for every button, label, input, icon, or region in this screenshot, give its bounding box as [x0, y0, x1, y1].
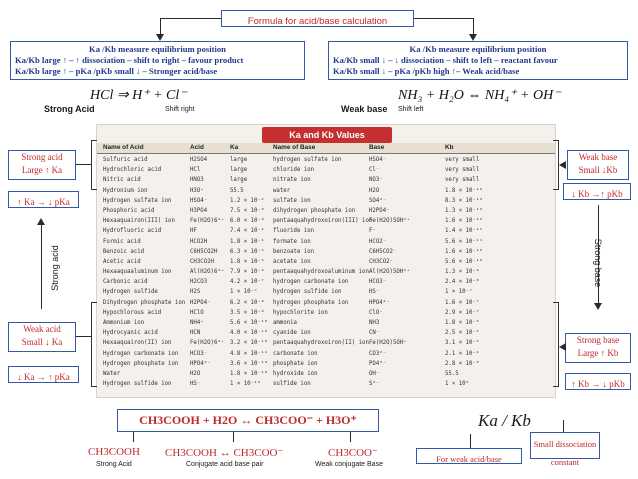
- table-cell: 1.8 × 10⁻⁵: [230, 258, 265, 265]
- table-cell: 8.3 × 10⁻¹³: [445, 197, 483, 204]
- table-cell: 1.2 × 10⁻²: [230, 197, 265, 204]
- base-eq-shift: Shift left: [398, 106, 424, 113]
- table-cell: H3O⁺: [190, 187, 204, 194]
- table-cell: 7.5 × 10⁻³: [230, 207, 265, 214]
- table-cell: fluoride ion: [273, 228, 315, 235]
- table-cell: 3.2 × 10⁻¹⁰: [230, 340, 268, 347]
- table-cell: Ammonium ion: [103, 320, 145, 326]
- table-cell: hydrogen carbonate ion: [273, 279, 349, 286]
- table-cell: Fe(H2O)6²⁺: [190, 340, 225, 347]
- table-row: [97, 175, 556, 185]
- weak-acid-box: [8, 322, 76, 352]
- table-cell: OH⁻: [369, 370, 380, 377]
- strong-acid-title: Strong acid: [21, 152, 63, 162]
- table-cell: carbonate ion: [273, 350, 318, 357]
- table-cell: PO4³⁻: [369, 360, 387, 367]
- table-cell: HCO3⁻: [190, 350, 208, 357]
- table-cell: hydrogen phosphate ion: [273, 299, 349, 306]
- table-cell: 6.2 × 10⁻⁸: [230, 299, 265, 306]
- table-cell: H2PO4⁻: [190, 299, 211, 306]
- table-cell: benzoate ion: [273, 248, 315, 255]
- table-cell: Hydrofluoric acid: [103, 228, 162, 235]
- acid-desc-line3: Ka/Kb large ↑ – pKa /pKb small ↓ – Stronger acid/base: [15, 66, 218, 76]
- table-cell: NH4⁺: [190, 320, 204, 326]
- table-cell: Hydrogen phosphate ion: [103, 360, 179, 367]
- table-cell: HPO4²⁻: [369, 299, 390, 306]
- table-row: [97, 257, 556, 267]
- eq-link-left: [133, 432, 134, 442]
- weak-base-title: Weak base: [578, 152, 618, 162]
- table-cell: Al(H2O)6³⁺: [190, 269, 225, 276]
- th-base: Name of Base: [273, 144, 316, 151]
- table-cell: C6H5CO2⁻: [369, 248, 397, 255]
- left-vertical-line: [41, 224, 42, 309]
- table-cell: sulfide ion: [273, 381, 311, 388]
- table-cell: 1 × 10⁻¹⁹: [230, 381, 261, 388]
- strong-acid-relation: ↑ Ka → ↓ pKa: [17, 197, 70, 207]
- strong-base-box: [565, 333, 631, 363]
- base-description-box: [328, 41, 628, 80]
- table-cell: Hydrocyanic acid: [103, 330, 158, 337]
- table-cell: HPO4²⁻: [190, 360, 211, 367]
- weak-acid-relation-box: [8, 366, 79, 383]
- table-row: [97, 287, 556, 297]
- th-kb: Kb: [445, 144, 454, 151]
- pair-label: Conjugate acid base pair: [186, 461, 264, 468]
- table-cell: 3.6 × 10⁻¹³: [230, 360, 268, 367]
- right-down-arrow: [594, 303, 602, 310]
- table-cell: ClO⁻: [369, 309, 383, 316]
- table-cell: 55.5: [230, 187, 244, 194]
- acid-eq-label: Strong Acid: [44, 104, 95, 114]
- table-cell: 2.4 × 10⁻⁸: [445, 279, 480, 286]
- for-weak-label: For weak acid/base: [436, 454, 502, 464]
- right-vertical-label: Strong base: [593, 238, 603, 288]
- left-bracket-top-link: [76, 164, 91, 165]
- table-cell: HCO2⁻: [369, 238, 387, 245]
- table-cell: pentaaquahydroxoaluminum ion: [273, 269, 369, 276]
- pair-formula: CH3COOH ↔ CH3COO⁻: [165, 447, 284, 459]
- table-cell: Hydrogen sulfide ion: [103, 381, 172, 388]
- weak-base-sub: Small ↓Kb: [578, 165, 618, 175]
- table-row: [97, 216, 556, 226]
- table-cell: 1.8 × 10⁻¹⁶: [445, 187, 483, 194]
- table-cell: H2SO4: [190, 157, 208, 163]
- table-cell: Hydrogen sulfate ion: [103, 197, 172, 204]
- table-cell: S²⁻: [369, 381, 380, 388]
- table-cell: hydroxide ion: [273, 370, 318, 377]
- table-row: [97, 359, 556, 369]
- base-eq-label: Weak base: [341, 104, 388, 114]
- table-cell: hydrogen sulfate ion: [273, 157, 342, 163]
- table-cell: 1.3 × 10⁻¹²: [445, 207, 483, 214]
- table-cell: Dihydrogen phosphate ion: [103, 299, 186, 306]
- base-equation: NH₃ + H₂O ⇔ NH₄⁺ + OH⁻: [398, 88, 561, 103]
- right-bracket-top-arrow: [559, 161, 566, 169]
- table-cell: very small: [445, 177, 480, 184]
- table-cell: 5.6 × 10⁻¹⁰: [445, 258, 483, 265]
- table-cell: 1.8 × 10⁻⁵: [445, 320, 480, 326]
- table-row: [97, 267, 556, 277]
- table-row: [97, 298, 556, 308]
- table-cell: water: [273, 187, 291, 194]
- table-cell: Hydrogen sulfide: [103, 289, 158, 296]
- table-cell: 1 × 10⁻⁷: [230, 289, 258, 296]
- table-cell: 1.6 × 10⁻¹²: [445, 218, 483, 225]
- table-cell: 2.5 × 10⁻⁵: [445, 330, 480, 337]
- table-cell: HSO4⁻: [369, 157, 387, 163]
- table-cell: HCO3⁻: [369, 279, 387, 286]
- arrow-down-left: [156, 34, 164, 41]
- table-row: [97, 226, 556, 236]
- main-equation: CH3COOH + H2O ↔ CH3COO⁻ + H3O⁺: [139, 413, 357, 427]
- table-cell: 1.6 × 10⁻¹⁰: [445, 248, 483, 255]
- arrow-down-right: [469, 34, 477, 41]
- table-row: [97, 277, 556, 287]
- table-cell: large: [230, 157, 248, 163]
- th-acid-formula: Acid: [190, 144, 204, 151]
- table-cell: hypochlorite ion: [273, 309, 328, 316]
- weak-acid-sub: Small ↓ Ka: [21, 337, 63, 347]
- left-bracket-bottom-link: [76, 336, 91, 337]
- strong-acid-sub: Large ↑ Ka: [21, 165, 63, 175]
- table-cell: hydrogen sulfide ion: [273, 289, 342, 296]
- table-cell: HF: [190, 228, 197, 235]
- base-desc-line3: Ka/Kb small ↓ – pKa /pKb high ↑– Weak acid/base: [333, 66, 520, 76]
- table-cell: H2CO3: [190, 279, 208, 286]
- table-row: [97, 349, 556, 359]
- table-cell: H2O: [190, 370, 201, 377]
- weak-base-relation: ↓ Kb →↑ pKb: [571, 189, 623, 199]
- weak-base-relation-box: [563, 183, 631, 200]
- table-cell: 1.8 × 10⁻⁴: [230, 238, 265, 245]
- table-cell: H2O: [369, 187, 380, 194]
- table-cell: HS⁻: [369, 289, 380, 296]
- strong-base-title: Strong base: [576, 335, 620, 345]
- weak-base-formula: CH3COO⁻: [328, 447, 378, 459]
- table-cell: 7.9 × 10⁻⁶: [230, 269, 265, 276]
- table-cell: 3.5 × 10⁻⁸: [230, 309, 265, 316]
- acid-description-box: [10, 41, 305, 80]
- th-base-formula: Base: [369, 144, 385, 151]
- table-cell: Hydronium ion: [103, 187, 148, 194]
- table-cell: Fe(H2O)5OH²⁺: [369, 218, 411, 225]
- left-up-arrow: [37, 218, 45, 225]
- table-cell: CO3²⁻: [369, 350, 387, 357]
- strong-acid-formula: CH3COOH: [88, 446, 140, 458]
- table-cell: chloride ion: [273, 167, 315, 174]
- table-cell: 2.1 × 10⁻⁴: [445, 350, 480, 357]
- table-cell: Hydrochloric acid: [103, 167, 162, 174]
- table-cell: pentaaquahydroxoiron(III) ion: [273, 218, 373, 225]
- weak-base-box: [567, 150, 629, 180]
- table-cell: 6.3 × 10⁻⁵: [230, 248, 265, 255]
- for-weak-box: [416, 448, 522, 464]
- table-row: [97, 165, 556, 175]
- th-ka: Ka: [230, 144, 239, 151]
- table-cell: very small: [445, 157, 480, 163]
- table-cell: Nitric acid: [103, 177, 141, 184]
- table-cell: CN⁻: [369, 330, 380, 337]
- table-cell: H3PO4: [190, 207, 208, 214]
- table-row: [97, 369, 556, 379]
- ratio-link-right: [563, 420, 564, 432]
- right-bracket-bottom-arrow: [559, 343, 566, 351]
- strong-base-relation: ↑ Kb → ↓ pKb: [571, 379, 625, 389]
- table-cell: 7.4 × 10⁻⁴: [230, 228, 265, 235]
- left-bracket-bottom: [91, 302, 97, 387]
- weak-acid-relation: ↓ Ka → ↑ pKa: [17, 372, 70, 382]
- table-cell: 2.8 × 10⁻²: [445, 360, 480, 367]
- eq-link-mid: [233, 432, 234, 442]
- table-cell: Hexaaquaaluminum ion: [103, 269, 172, 276]
- formula-header: [221, 10, 414, 27]
- header-connector-h: [160, 18, 221, 19]
- table-cell: Benzoic acid: [103, 248, 145, 255]
- small-dissociation-box: [530, 432, 600, 467]
- table-title: Ka and Kb Values: [262, 127, 392, 143]
- left-vertical-label: Strong acid: [50, 245, 60, 291]
- strong-acid-label: Strong Acid: [96, 461, 132, 468]
- table-body: [97, 155, 556, 389]
- table-cell: 1.6 × 10⁻⁷: [445, 299, 480, 306]
- table-cell: 1.3 × 10⁻⁹: [445, 269, 480, 276]
- table-row: [97, 338, 556, 348]
- table-cell: ammonia: [273, 320, 297, 326]
- table-cell: HClO: [190, 309, 204, 316]
- base-desc-line2: Ka/Kb small ↓ – ↓ dissociation – shift to left – reactant favour: [333, 55, 558, 65]
- table-cell: Hexaaquairon(II) ion: [103, 340, 172, 347]
- table-cell: cyanide ion: [273, 330, 311, 337]
- table-cell: 4.2 × 10⁻⁷: [230, 279, 265, 286]
- table-cell: large: [230, 167, 248, 174]
- table-cell: SO4²⁻: [369, 197, 387, 204]
- table-cell: 4.0 × 10⁻¹⁰: [230, 330, 268, 337]
- table-cell: 1 × 10⁵: [445, 381, 469, 388]
- table-cell: Hydrogen carbonate ion: [103, 350, 179, 357]
- header-connector-h2: [414, 18, 474, 19]
- acid-desc-line2: Ka/Kb large ↑ – ↑ dissociation – shift to right – favour product: [15, 55, 244, 65]
- table-row: [97, 328, 556, 338]
- left-bracket-top: [91, 140, 97, 190]
- main-equation-box: [117, 409, 379, 432]
- table-cell: Water: [103, 370, 121, 377]
- weak-acid-title: Weak acid: [23, 324, 61, 334]
- eq-link-right: [350, 432, 351, 442]
- table-cell: 55.5: [445, 370, 459, 377]
- table-cell: 3.1 × 10⁻⁵: [445, 340, 480, 347]
- table-row: [97, 237, 556, 247]
- table-cell: 5.6 × 10⁻¹¹: [445, 238, 483, 245]
- table-cell: Al(H2O)5OH²⁺: [369, 269, 411, 276]
- table-cell: Fe(H2O)6³⁺: [190, 218, 225, 225]
- table-cell: phosphate ion: [273, 360, 318, 367]
- table-row: [97, 206, 556, 216]
- acid-desc-line1: Ka /Kb measure equilibrium position: [89, 44, 226, 54]
- table-cell: 1.8 × 10⁻¹⁶: [230, 370, 268, 377]
- table-row: [97, 186, 556, 196]
- table-cell: large: [230, 177, 248, 184]
- table-row: [97, 155, 556, 165]
- table-row: [97, 318, 556, 328]
- table-cell: NO3⁻: [369, 177, 383, 184]
- table-cell: very small: [445, 167, 480, 174]
- table-row: [97, 308, 556, 318]
- table-cell: 5.6 × 10⁻¹⁰: [230, 320, 268, 326]
- table-header: [97, 143, 556, 154]
- table-cell: Phosphoric acid: [103, 207, 155, 214]
- table-cell: acetate ion: [273, 258, 311, 265]
- table-cell: Formic acid: [103, 238, 141, 245]
- table-row: [97, 196, 556, 206]
- table-cell: 2.9 × 10⁻⁷: [445, 309, 480, 316]
- table-cell: Sulfuric acid: [103, 157, 148, 163]
- table-cell: HCO2H: [190, 238, 208, 245]
- ka-kb-table: [96, 124, 556, 398]
- table-cell: Cl⁻: [369, 167, 380, 174]
- base-desc-line1: Ka /Kb measure equilibrium position: [409, 44, 547, 54]
- header-title: Formula for acid/base calculation: [247, 16, 388, 27]
- table-cell: CH3CO2⁻: [369, 258, 393, 265]
- table-cell: HCN: [190, 330, 201, 337]
- table-cell: NH3: [369, 320, 380, 326]
- table-cell: C6H5CO2H: [190, 248, 218, 255]
- th-acid: Name of Acid: [103, 144, 144, 151]
- table-cell: sulfate ion: [273, 197, 311, 204]
- table-cell: 1.4 × 10⁻¹¹: [445, 228, 483, 235]
- table-cell: CH3CO2H: [190, 258, 214, 265]
- table-cell: Fe(H2O)5OH⁺: [369, 340, 407, 347]
- ratio-link-left: [470, 434, 471, 448]
- table-cell: H2S: [190, 289, 201, 296]
- table-cell: Acetic acid: [103, 258, 141, 265]
- table-cell: H2PO4⁻: [369, 207, 390, 214]
- strong-base-sub: Large ↑ Kb: [577, 348, 619, 358]
- strong-base-relation-box: [565, 373, 631, 390]
- table-row: [97, 379, 556, 389]
- table-cell: dihydrogen phosphate ion: [273, 207, 356, 214]
- table-cell: HSO4⁻: [190, 197, 208, 204]
- table-cell: HNO3: [190, 177, 204, 184]
- table-cell: 1 × 10⁻⁷: [445, 289, 473, 296]
- table-cell: 6.0 × 10⁻³: [230, 218, 265, 225]
- table-cell: Carbonic acid: [103, 279, 148, 286]
- ka-kb-ratio: Ka / Kb: [478, 411, 531, 430]
- strong-acid-box: [8, 150, 76, 180]
- table-cell: pentaaquahydroxoiron(II) ion: [273, 340, 369, 347]
- weak-base-label: Weak conjugate Base: [315, 461, 383, 468]
- table-cell: Hypochlorous acid: [103, 309, 162, 316]
- acid-equation: HCl ⇒ H⁺ + Cl⁻: [90, 88, 187, 103]
- table-cell: F⁻: [369, 228, 376, 235]
- table-cell: HCl: [190, 167, 201, 174]
- table-cell: 4.8 × 10⁻¹¹: [230, 350, 268, 357]
- acid-eq-shift: Shift right: [165, 106, 195, 113]
- table-cell: HS⁻: [190, 381, 201, 388]
- table-cell: formate ion: [273, 238, 311, 245]
- small-dissociation-label: Small dissociation constant: [533, 439, 597, 467]
- strong-acid-relation-box: [8, 191, 79, 208]
- table-cell: nitrate ion: [273, 177, 311, 184]
- table-row: [97, 247, 556, 257]
- table-cell: Hexaaquairon(III) ion: [103, 218, 175, 225]
